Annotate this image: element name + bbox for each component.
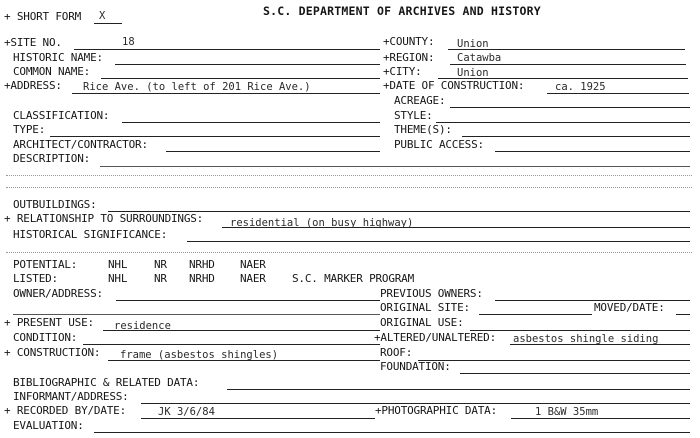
owner-address-line bbox=[116, 300, 380, 301]
moved-date-label: MOVED/DATE: bbox=[594, 301, 665, 314]
architect-line bbox=[166, 151, 380, 152]
historic-name-line bbox=[115, 64, 380, 65]
site-no-label: +SITE NO. bbox=[4, 36, 62, 49]
bibliographic-label: BIBLIOGRAPHIC & RELATED DATA: bbox=[13, 376, 200, 389]
original-use-line bbox=[470, 330, 690, 331]
description-line bbox=[100, 166, 690, 167]
site-no-value: 18 bbox=[122, 36, 135, 48]
relationship-label: + RELATIONSHIP TO SURROUNDINGS: bbox=[4, 212, 204, 225]
architect-label: ARCHITECT/CONTRACTOR: bbox=[13, 138, 148, 151]
moved-date-line bbox=[676, 314, 690, 315]
altered-value: asbestos shingle siding bbox=[513, 333, 659, 345]
acreage-line bbox=[450, 107, 690, 108]
short-form-value: X bbox=[99, 10, 106, 22]
photographic-data-label: +PHOTOGRAPHIC DATA: bbox=[375, 404, 498, 417]
original-use-label: ORIGINAL USE: bbox=[380, 316, 464, 329]
potential-label: POTENTIAL: bbox=[13, 258, 78, 271]
foundation-label: FOUNDATION: bbox=[380, 360, 451, 373]
region-line bbox=[450, 64, 686, 65]
owner-address-label: OWNER/ADDRESS: bbox=[13, 287, 103, 300]
construction-label: + CONSTRUCTION: bbox=[4, 346, 101, 359]
listed-label: LISTED: bbox=[13, 272, 58, 285]
style-line bbox=[436, 122, 690, 123]
address-line bbox=[72, 93, 380, 94]
original-site-line bbox=[479, 314, 592, 315]
type-label: TYPE: bbox=[13, 123, 46, 136]
public-access-line bbox=[495, 151, 690, 152]
classification-line bbox=[122, 122, 380, 123]
bibliographic-line bbox=[227, 389, 690, 390]
evaluation-line bbox=[94, 432, 690, 433]
public-access-label: PUBLIC ACCESS: bbox=[394, 138, 484, 151]
style-label: STYLE: bbox=[394, 109, 433, 122]
county-label: +COUNTY: bbox=[383, 35, 435, 48]
description-continuation-line bbox=[6, 187, 692, 188]
classification-label: CLASSIFICATION: bbox=[13, 109, 110, 122]
recorded-by-line bbox=[141, 418, 375, 419]
relationship-line bbox=[222, 227, 690, 228]
description-continuation-line bbox=[6, 175, 692, 176]
potential-option-nhl: NHL bbox=[108, 258, 128, 271]
evaluation-label: EVALUATION: bbox=[13, 419, 84, 432]
common-name-label: COMMON NAME: bbox=[13, 65, 91, 78]
common-name-line bbox=[101, 78, 380, 79]
listed-option-nhl: NHL bbox=[108, 272, 128, 285]
recorded-by-label: + RECORDED BY/DATE: bbox=[4, 404, 127, 417]
city-value: Union bbox=[457, 67, 489, 79]
city-label: +CITY: bbox=[383, 65, 422, 78]
informant-label: INFORMANT/ADDRESS: bbox=[13, 390, 129, 403]
region-value: Catawba bbox=[457, 52, 502, 64]
address-label: +ADDRESS: bbox=[4, 79, 62, 92]
themes-line bbox=[462, 136, 690, 137]
listed-option-nr: NR bbox=[154, 272, 167, 285]
historical-significance-continuation-line bbox=[6, 252, 692, 253]
agency-title: S.C. DEPARTMENT OF ARCHIVES AND HISTORY bbox=[263, 4, 541, 18]
potential-option-nrhd: NRHD bbox=[189, 258, 215, 271]
outbuildings-label: OUTBUILDINGS: bbox=[13, 198, 97, 211]
present-use-line bbox=[103, 330, 380, 331]
date-of-construction-value: ca. 1925 bbox=[555, 81, 606, 93]
recorded-by-value: JK 3/6/84 bbox=[158, 406, 215, 418]
construction-value: frame (asbestos shingles) bbox=[120, 349, 279, 361]
region-label: +REGION: bbox=[383, 51, 435, 64]
potential-option-nr: NR bbox=[154, 258, 167, 271]
owner-address-continuation-line bbox=[13, 314, 380, 315]
themes-label: THEME(S): bbox=[394, 123, 452, 136]
present-use-label: + PRESENT USE: bbox=[4, 316, 94, 329]
foundation-line bbox=[460, 373, 690, 374]
original-site-label: ORIGINAL SITE: bbox=[380, 301, 470, 314]
construction-line bbox=[108, 360, 380, 361]
historical-significance-line bbox=[187, 241, 690, 242]
short-form-label: + SHORT FORM bbox=[4, 10, 82, 23]
type-line bbox=[50, 136, 380, 137]
county-line bbox=[448, 49, 685, 50]
condition-label: CONDITION: bbox=[13, 331, 78, 344]
site-no-line bbox=[74, 49, 380, 50]
roof-label: ROOF: bbox=[380, 346, 413, 359]
previous-owners-label: PREVIOUS OWNERS: bbox=[380, 287, 483, 300]
photographic-data-line bbox=[511, 418, 690, 419]
description-label: DESCRIPTION: bbox=[13, 152, 91, 165]
county-value: Union bbox=[457, 38, 489, 50]
short-form-line bbox=[94, 23, 122, 24]
photographic-data-value: 1 B&W 35mm bbox=[535, 406, 599, 418]
roof-line bbox=[418, 360, 690, 361]
historical-significance-label: HISTORICAL SIGNIFICANCE: bbox=[13, 228, 168, 241]
condition-line bbox=[83, 344, 380, 345]
altered-line bbox=[510, 344, 690, 345]
listed-option-nrhd: NRHD bbox=[189, 272, 215, 285]
altered-label: +ALTERED/UNALTERED: bbox=[374, 331, 497, 344]
acreage-label: ACREAGE: bbox=[394, 94, 446, 107]
historic-name-label: HISTORIC NAME: bbox=[13, 51, 103, 64]
date-of-construction-label: +DATE OF CONSTRUCTION: bbox=[383, 79, 525, 92]
potential-option-naer: NAER bbox=[240, 258, 266, 271]
present-use-value: residence bbox=[114, 320, 171, 332]
relationship-value: residential (on busy highway) bbox=[230, 217, 414, 229]
listed-option-sc-marker: S.C. MARKER PROGRAM bbox=[292, 272, 415, 285]
address-value: Rice Ave. (to left of 201 Rice Ave.) bbox=[83, 81, 311, 93]
date-of-construction-line bbox=[547, 93, 689, 94]
listed-option-naer: NAER bbox=[240, 272, 266, 285]
